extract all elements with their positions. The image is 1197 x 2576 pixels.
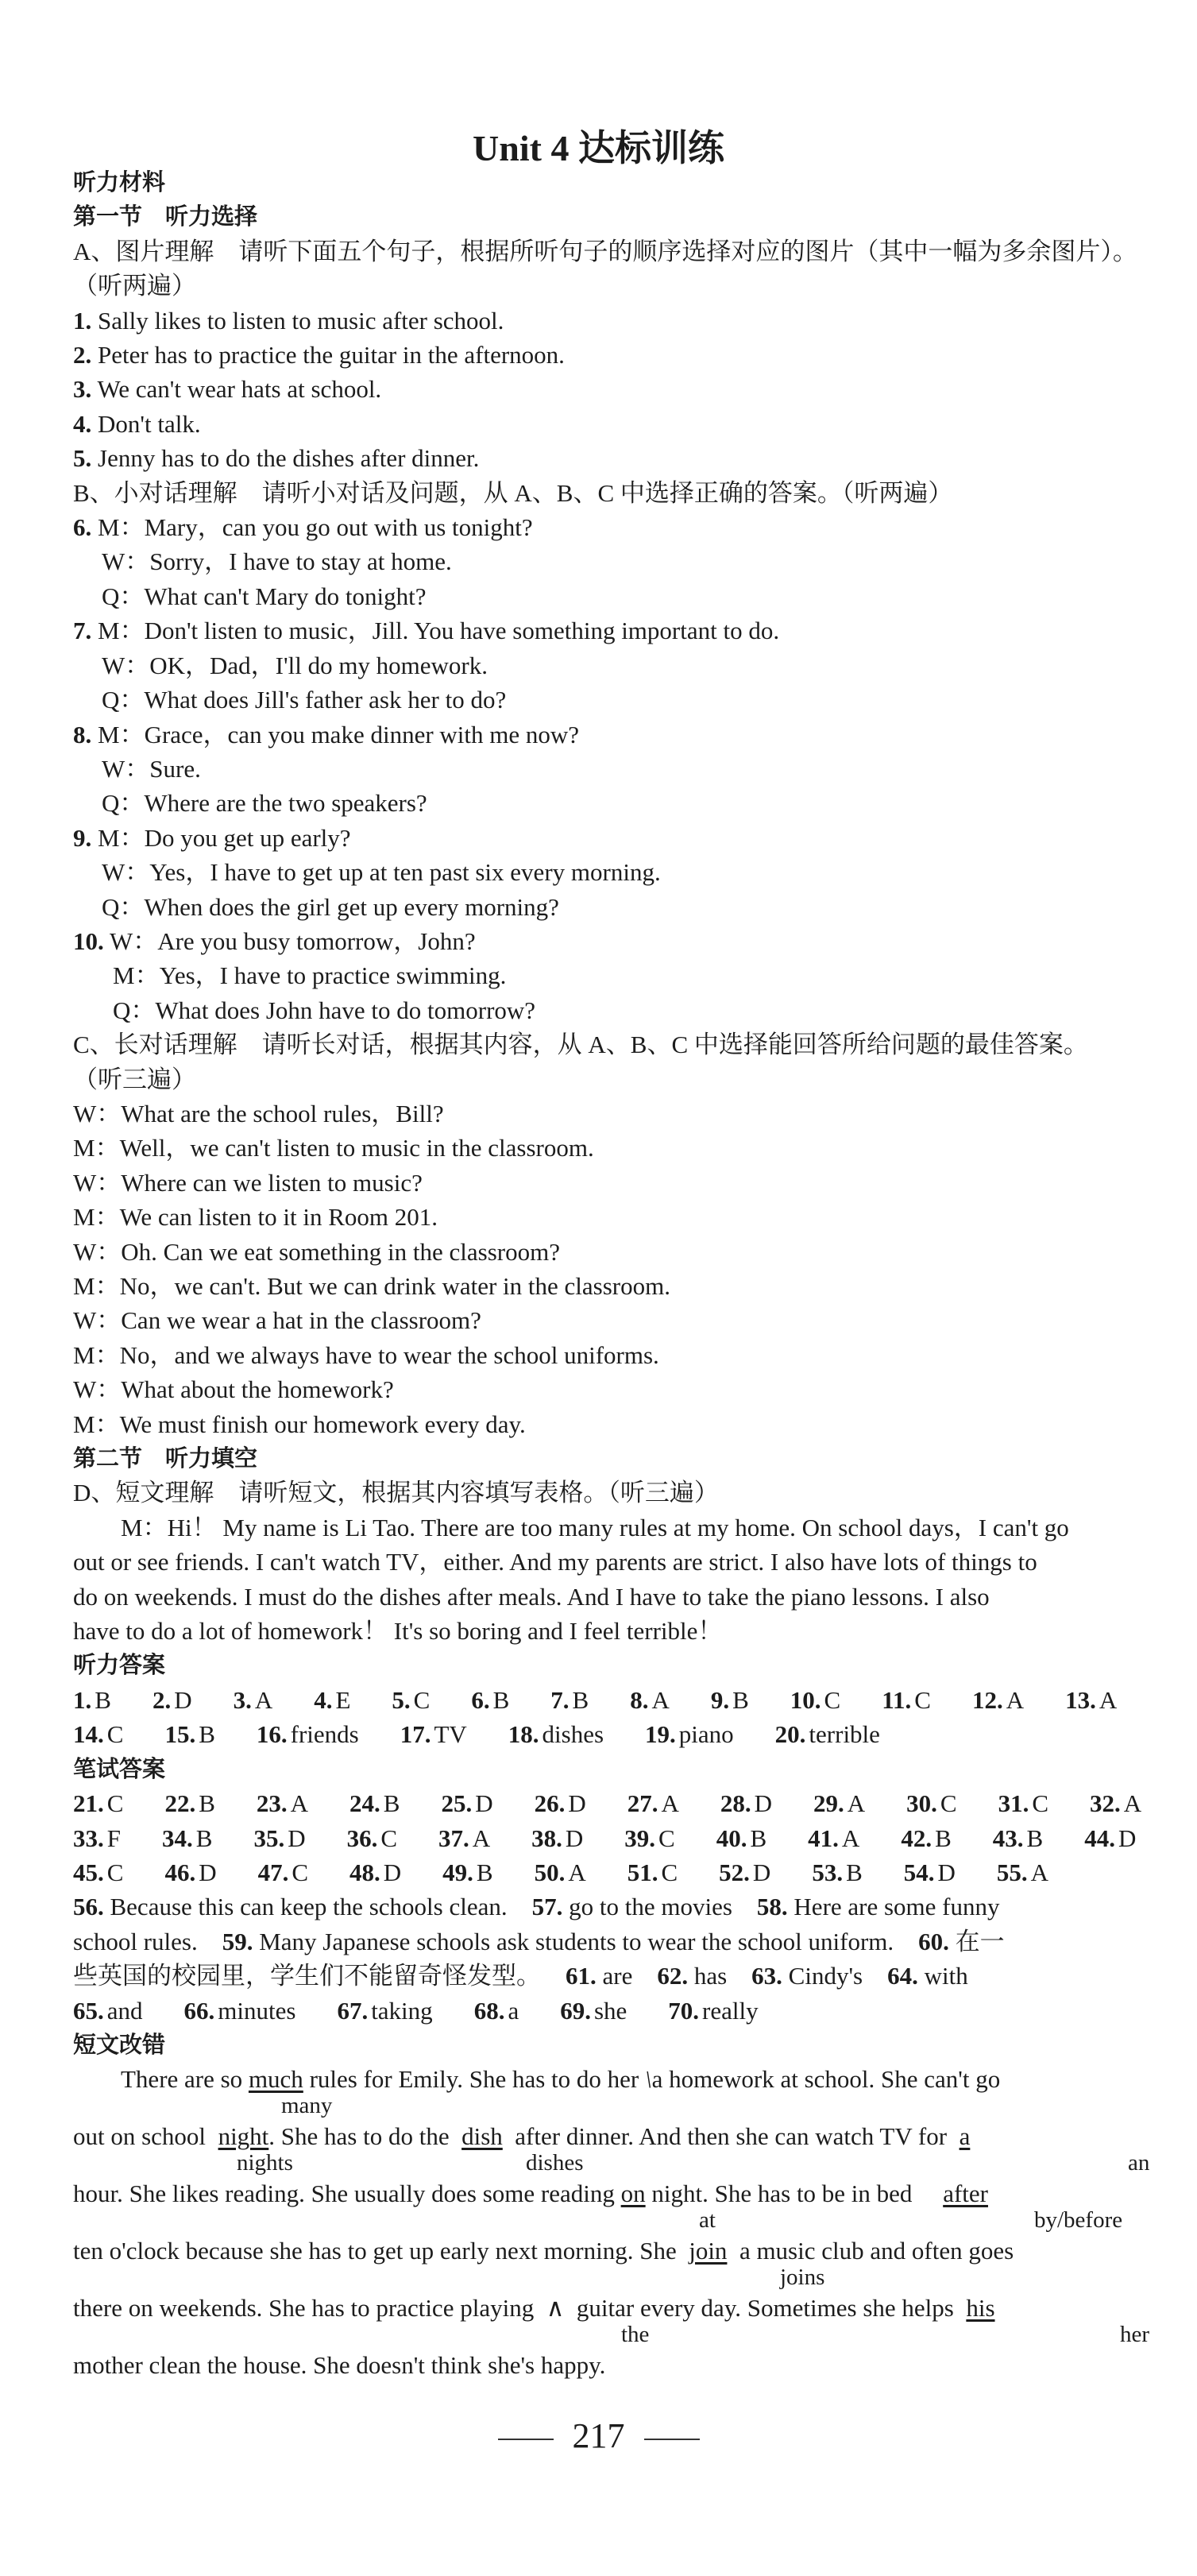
answer-item: 43. B (992, 1824, 1044, 1852)
answer-item: 20. terrible (774, 1720, 880, 1749)
correction-fix: dishes (526, 2150, 584, 2176)
answer-item: 41. A (808, 1824, 860, 1852)
correction-fix: by/before (1034, 2207, 1123, 2234)
answer-item: 19. piano (645, 1720, 734, 1749)
section-heading: 笔试答案 (73, 1754, 166, 1782)
correction-fix: the (621, 2322, 650, 2348)
dialogue-line: Q：When does the girl get up every morning? (102, 892, 559, 921)
answer-item: 53. B (812, 1858, 863, 1886)
answer-item: 55. A (996, 1858, 1049, 1886)
answer-item: 25. D (441, 1789, 493, 1818)
answer-item: 37. A (438, 1824, 491, 1852)
answer-item: 8. A (630, 1685, 670, 1714)
answer-item: 14. C (73, 1720, 124, 1749)
answer-item: 11. C (882, 1685, 931, 1714)
answer-item: 6. B (471, 1685, 510, 1714)
answer-row: 些英国的校园里，学生们不能留奇怪发型。 61. are 62. has 63. Cindy's 64. with (73, 1962, 968, 1990)
answer-item: 12. A (971, 1685, 1025, 1714)
answer-item: 44. D (1084, 1824, 1137, 1852)
section-heading: 短文改错 (73, 2030, 166, 2058)
content-body (73, 165, 1161, 2383)
dialogue-line: 6. M：Mary，can you go out with us tonight? (73, 513, 533, 542)
instruction-text: （听三遍） (73, 1065, 196, 1093)
section-heading: 听力材料 (73, 168, 166, 195)
dialogue-line: Q：Where are the two speakers? (102, 789, 427, 818)
passage-line: do on weekends. I must do the dishes after meals. And I have to take the piano lessons. I also (73, 1582, 990, 1611)
list-item: 4. Don't talk. (73, 409, 201, 438)
passage-line: have to do a lot of homework！ It's so boring and I feel terrible！ (73, 1617, 723, 1646)
dialogue-line: Q：What can't Mary do tonight? (102, 582, 427, 610)
answer-item: 49. B (442, 1858, 493, 1886)
answer-item: 51. C (627, 1858, 678, 1886)
answer-item: 52. D (719, 1858, 771, 1886)
instruction-text: D、短文理解 请听短文，根据其内容填写表格。（听三遍） (73, 1479, 719, 1507)
correction-fix: nights (237, 2150, 293, 2176)
section-heading: 听力答案 (73, 1651, 166, 1679)
dialogue-line: W：What about the homework? (73, 1375, 394, 1404)
passage-line: out or see friends. I can't watch TV，either. And my parents are strict. I also have lots of things to (73, 1548, 1037, 1576)
section-heading: 第二节 听力填空 (73, 1445, 258, 1472)
instruction-text: C、长对话理解 请听长对话，根据其内容，从 A、B、C 中选择能回答所给问题的最佳答案。 (73, 1031, 1088, 1059)
answer-item: 3. A (233, 1685, 273, 1714)
dialogue-line: W：Sorry，I have to stay at home. (102, 547, 452, 576)
answer-row (73, 1994, 1161, 2028)
answer-item: 66. minutes (183, 1996, 296, 2025)
answer-item: 38. D (531, 1824, 584, 1852)
passage-line: M：Hi！ My name is Li Tao. There are too many rules at my home. On school days，I can't go (121, 1513, 1069, 1541)
answer-item: 21. C (73, 1789, 124, 1818)
correction-fix: at (699, 2207, 716, 2234)
correction-line: out on school night. She has to do the dish after dinner. And then she can watch TV for a nights dishes an (73, 2119, 1161, 2176)
correction-line: There are so much rules for Emily. She has to do her \a homework at school. She can't go many (73, 2062, 1161, 2119)
list-item: 5. Jenny has to do the dishes after dinner. (73, 444, 480, 473)
answer-row: 56. Because this can keep the schools clean. 57. go to the movies 58. Here are some funny (73, 1893, 1000, 1921)
correction-line: ten o'clock because she has to get up early next morning. She join a music club and often goes joins (73, 2234, 1161, 2291)
dialogue-line: W：Can we wear a hat in the classroom? (73, 1306, 481, 1335)
dialogue-line: Q：What does John have to do tomorrow? (113, 996, 536, 1024)
page-title: Unit 4 达标训练 (473, 128, 724, 168)
answer-item: 69. she (560, 1996, 627, 2025)
correction-line: there on weekends. She has to practice playing ∧ guitar every day. Sometimes she helps his the her (73, 2291, 1161, 2348)
answer-item: 40. B (716, 1824, 767, 1852)
answer-item: 2. D (152, 1685, 192, 1714)
correction-fix: an (1128, 2150, 1150, 2176)
answer-item: 22. B (164, 1789, 215, 1818)
answer-row: school rules. 59. Many Japanese schools ask students to wear the school uniform. 60. 在一 (73, 1927, 1005, 1955)
dialogue-line: W：Sure. (102, 754, 201, 783)
answer-item: 13. A (1065, 1685, 1118, 1714)
dialogue-line: M：No，and we always have to wear the school uniforms. (73, 1340, 659, 1369)
answer-item: 28. D (720, 1789, 773, 1818)
correction-line: mother clean the house. She doesn't think she's happy. (73, 2351, 606, 2380)
answer-row (73, 1683, 1161, 1717)
correction-line: hour. She likes reading. She usually does some reading on night. She has to be in bed after at by/before (73, 2176, 1161, 2234)
answer-item: 1. B (73, 1685, 111, 1714)
list-item: 3. We can't wear hats at school. (73, 375, 382, 404)
answer-item: 10. C (790, 1685, 841, 1714)
correction-fix: joins (780, 2265, 825, 2291)
answer-item: 67. taking (337, 1996, 433, 2025)
dialogue-line: 8. M：Grace，can you make dinner with me now? (73, 720, 580, 748)
answer-item: 45. C (73, 1858, 124, 1886)
answer-row (73, 1717, 1161, 1751)
answer-item: 48. D (349, 1858, 402, 1886)
answer-item: 29. A (813, 1789, 866, 1818)
answer-item: 54. D (903, 1858, 956, 1886)
section-heading: 第一节 听力选择 (73, 203, 258, 230)
answer-item: 34. B (162, 1824, 213, 1852)
answer-item: 46. D (164, 1858, 217, 1886)
dialogue-line: M：No，we can't. But we can drink water in the classroom. (73, 1272, 670, 1300)
answer-item: 33. F (73, 1824, 121, 1852)
answer-item: 47. C (257, 1858, 309, 1886)
instruction-text: B、小对话理解 请听小对话及问题，从 A、B、C 中选择正确的答案。（听两遍） (73, 478, 953, 507)
answer-item: 18. dishes (508, 1720, 604, 1749)
correction-fix: many (281, 2093, 333, 2119)
answer-item: 27. A (627, 1789, 679, 1818)
answer-row (73, 1821, 1161, 1855)
answer-item: 26. D (534, 1789, 586, 1818)
dialogue-line: M：Yes，I have to practice swimming. (113, 961, 507, 990)
instruction-text: A、图片理解 请听下面五个句子，根据所听句子的顺序选择对应的图片（其中一幅为多余图片）。（听两遍） (73, 237, 1137, 300)
answer-row (73, 1786, 1161, 1820)
answer-item: 68. a (473, 1996, 519, 2025)
page-number: 217 (0, 2415, 1197, 2456)
dialogue-line: W：What are the school rules，Bill? (73, 1099, 444, 1127)
answer-item: 4. E (314, 1685, 351, 1714)
dialogue-line: M：We must finish our homework every day. (73, 1410, 526, 1438)
correction-fix: her (1120, 2322, 1150, 2348)
answer-item: 30. C (906, 1789, 957, 1818)
answer-row (73, 1855, 1161, 1889)
dialogue-line: W：OK，Dad，I'll do my homework. (102, 651, 488, 679)
list-item: 2. Peter has to practice the guitar in the afternoon. (73, 341, 565, 369)
answer-item: 31. C (998, 1789, 1049, 1818)
dialogue-line: 10. W：Are you busy tomorrow，John? (73, 926, 476, 955)
answer-item: 39. C (624, 1824, 675, 1852)
answer-item: 15. B (164, 1720, 215, 1749)
dialogue-line: 7. M：Don't listen to music，Jill. You have something important to do. (73, 617, 780, 645)
dialogue-line: W：Where can we listen to music? (73, 1168, 423, 1197)
dialogue-line: M：We can listen to it in Room 201. (73, 1203, 438, 1232)
answer-item: 9. B (710, 1685, 749, 1714)
dialogue-line: M：Well，we can't listen to music in the classroom. (73, 1134, 594, 1162)
answer-item: 23. A (256, 1789, 309, 1818)
answer-item: 42. B (901, 1824, 952, 1852)
dialogue-line: W：Oh. Can we eat something in the classroom? (73, 1237, 560, 1266)
answer-item: 17. TV (400, 1720, 467, 1749)
answer-item: 24. B (349, 1789, 400, 1818)
answer-item: 65. and (73, 1996, 143, 2025)
answer-item: 5. C (392, 1685, 431, 1714)
dialogue-line: Q：What does Jill's father ask her to do? (102, 686, 507, 714)
dialogue-line: W：Yes，I have to get up at ten past six every morning. (102, 858, 661, 887)
answer-item: 7. B (550, 1685, 589, 1714)
answer-item: 50. A (534, 1858, 586, 1886)
answer-item: 32. A (1090, 1789, 1142, 1818)
answer-item: 70. really (668, 1996, 759, 2025)
answer-item: 16. friends (256, 1720, 359, 1749)
answer-item: 36. C (346, 1824, 398, 1852)
answer-item: 35. D (253, 1824, 306, 1852)
list-item: 1. Sally likes to listen to music after school. (73, 306, 504, 335)
dialogue-line: 9. M：Do you get up early? (73, 823, 351, 852)
